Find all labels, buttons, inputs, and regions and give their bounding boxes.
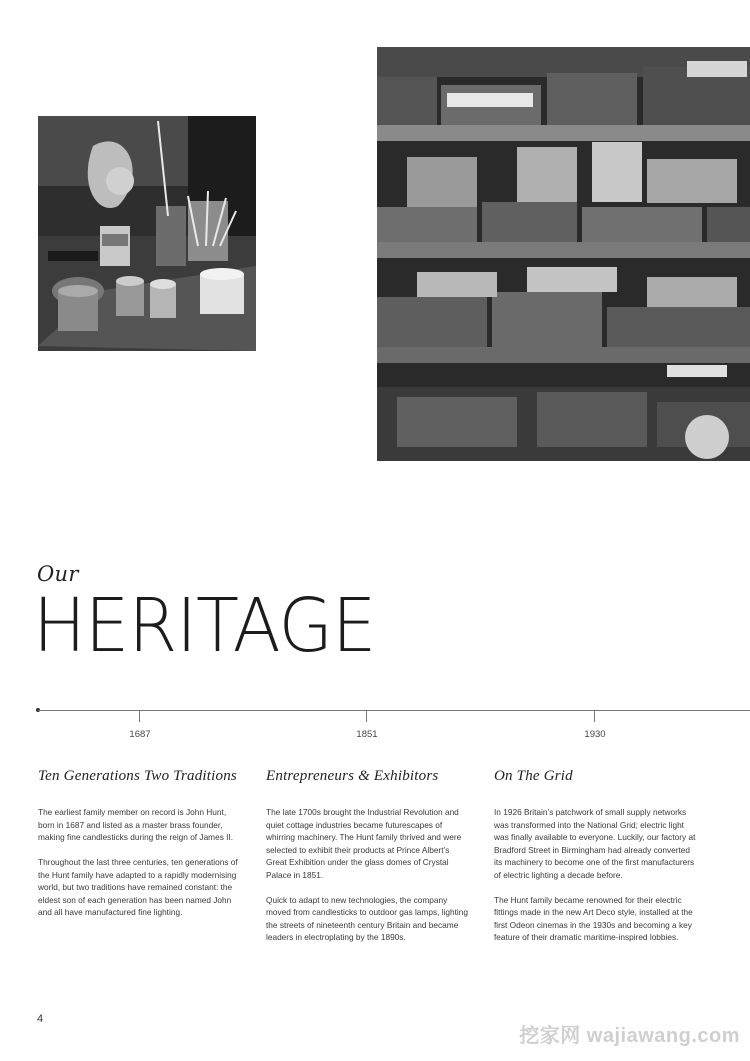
timeline-tick — [594, 710, 595, 722]
timeline-year: 1930 — [584, 729, 606, 740]
timeline-year: 1687 — [129, 729, 151, 740]
timeline-tick — [366, 710, 367, 722]
page-title: HERITAGE — [33, 583, 376, 669]
column-paragraph: Quick to adapt to new technologies, the company moved from candlesticks to outdoor gas lamps, lighting the streets of nineteenth century Britain and became leaders in electroplating by the 1890s. — [266, 894, 468, 942]
workshop-shelves-photo — [377, 47, 750, 461]
column-paragraph: In 1926 Britain’s patchwork of small supply networks was transformed into the National Grid; electric light was finally available to everyone. Luckily, our factory at Bradford Street in Birmingham had already converted its machinery to become one of the first manufacturers of electric lighting a decade before. — [494, 807, 696, 880]
column-1851 — [266, 768, 471, 956]
column-title: On The Grid — [494, 768, 573, 784]
column-paragraph: Throughout the last three centuries, ten generations of the Hunt family have adapted to a rapidly modernising world, but two traditions have remained constant: the eldest son of each generation has been named John and all have manufactured fine lighting. — [38, 857, 238, 917]
column-paragraph: The earliest family member on record is John Hunt, born in 1687 and listed as a master brass founder, making fine candlesticks during the reign of James II. — [38, 807, 234, 842]
page-number: 4 — [37, 1013, 44, 1025]
column-paragraph: The late 1700s brought the Industrial Revolution and quiet cottage industries became futurescapes of whirring machinery. The Hunt family thrived and were selected to exhibit their products at Prince Albert’s Great Exhibition under the glass domes of Crystal Palace in 1851. — [266, 807, 462, 880]
timeline-line — [38, 710, 750, 711]
column-1687 — [38, 768, 243, 931]
watermark: 挖家网 wajiawang.com — [519, 1025, 740, 1047]
timeline-tick — [139, 710, 140, 722]
workbench-photo — [38, 116, 256, 351]
column-title: Entrepreneurs & Exhibitors — [266, 768, 439, 784]
timeline-year: 1851 — [356, 729, 378, 740]
column-1930 — [494, 768, 699, 956]
column-paragraph: The Hunt family became renowned for their electric fittings made in the new Art Deco style, installed at the first Odeon cinemas in the 1930s and becoming a key feature of their dramatic maritime-inspired lobbies. — [494, 894, 693, 942]
heading-eyebrow: Our — [37, 562, 79, 586]
column-title: Ten Generations Two Traditions — [38, 768, 237, 784]
